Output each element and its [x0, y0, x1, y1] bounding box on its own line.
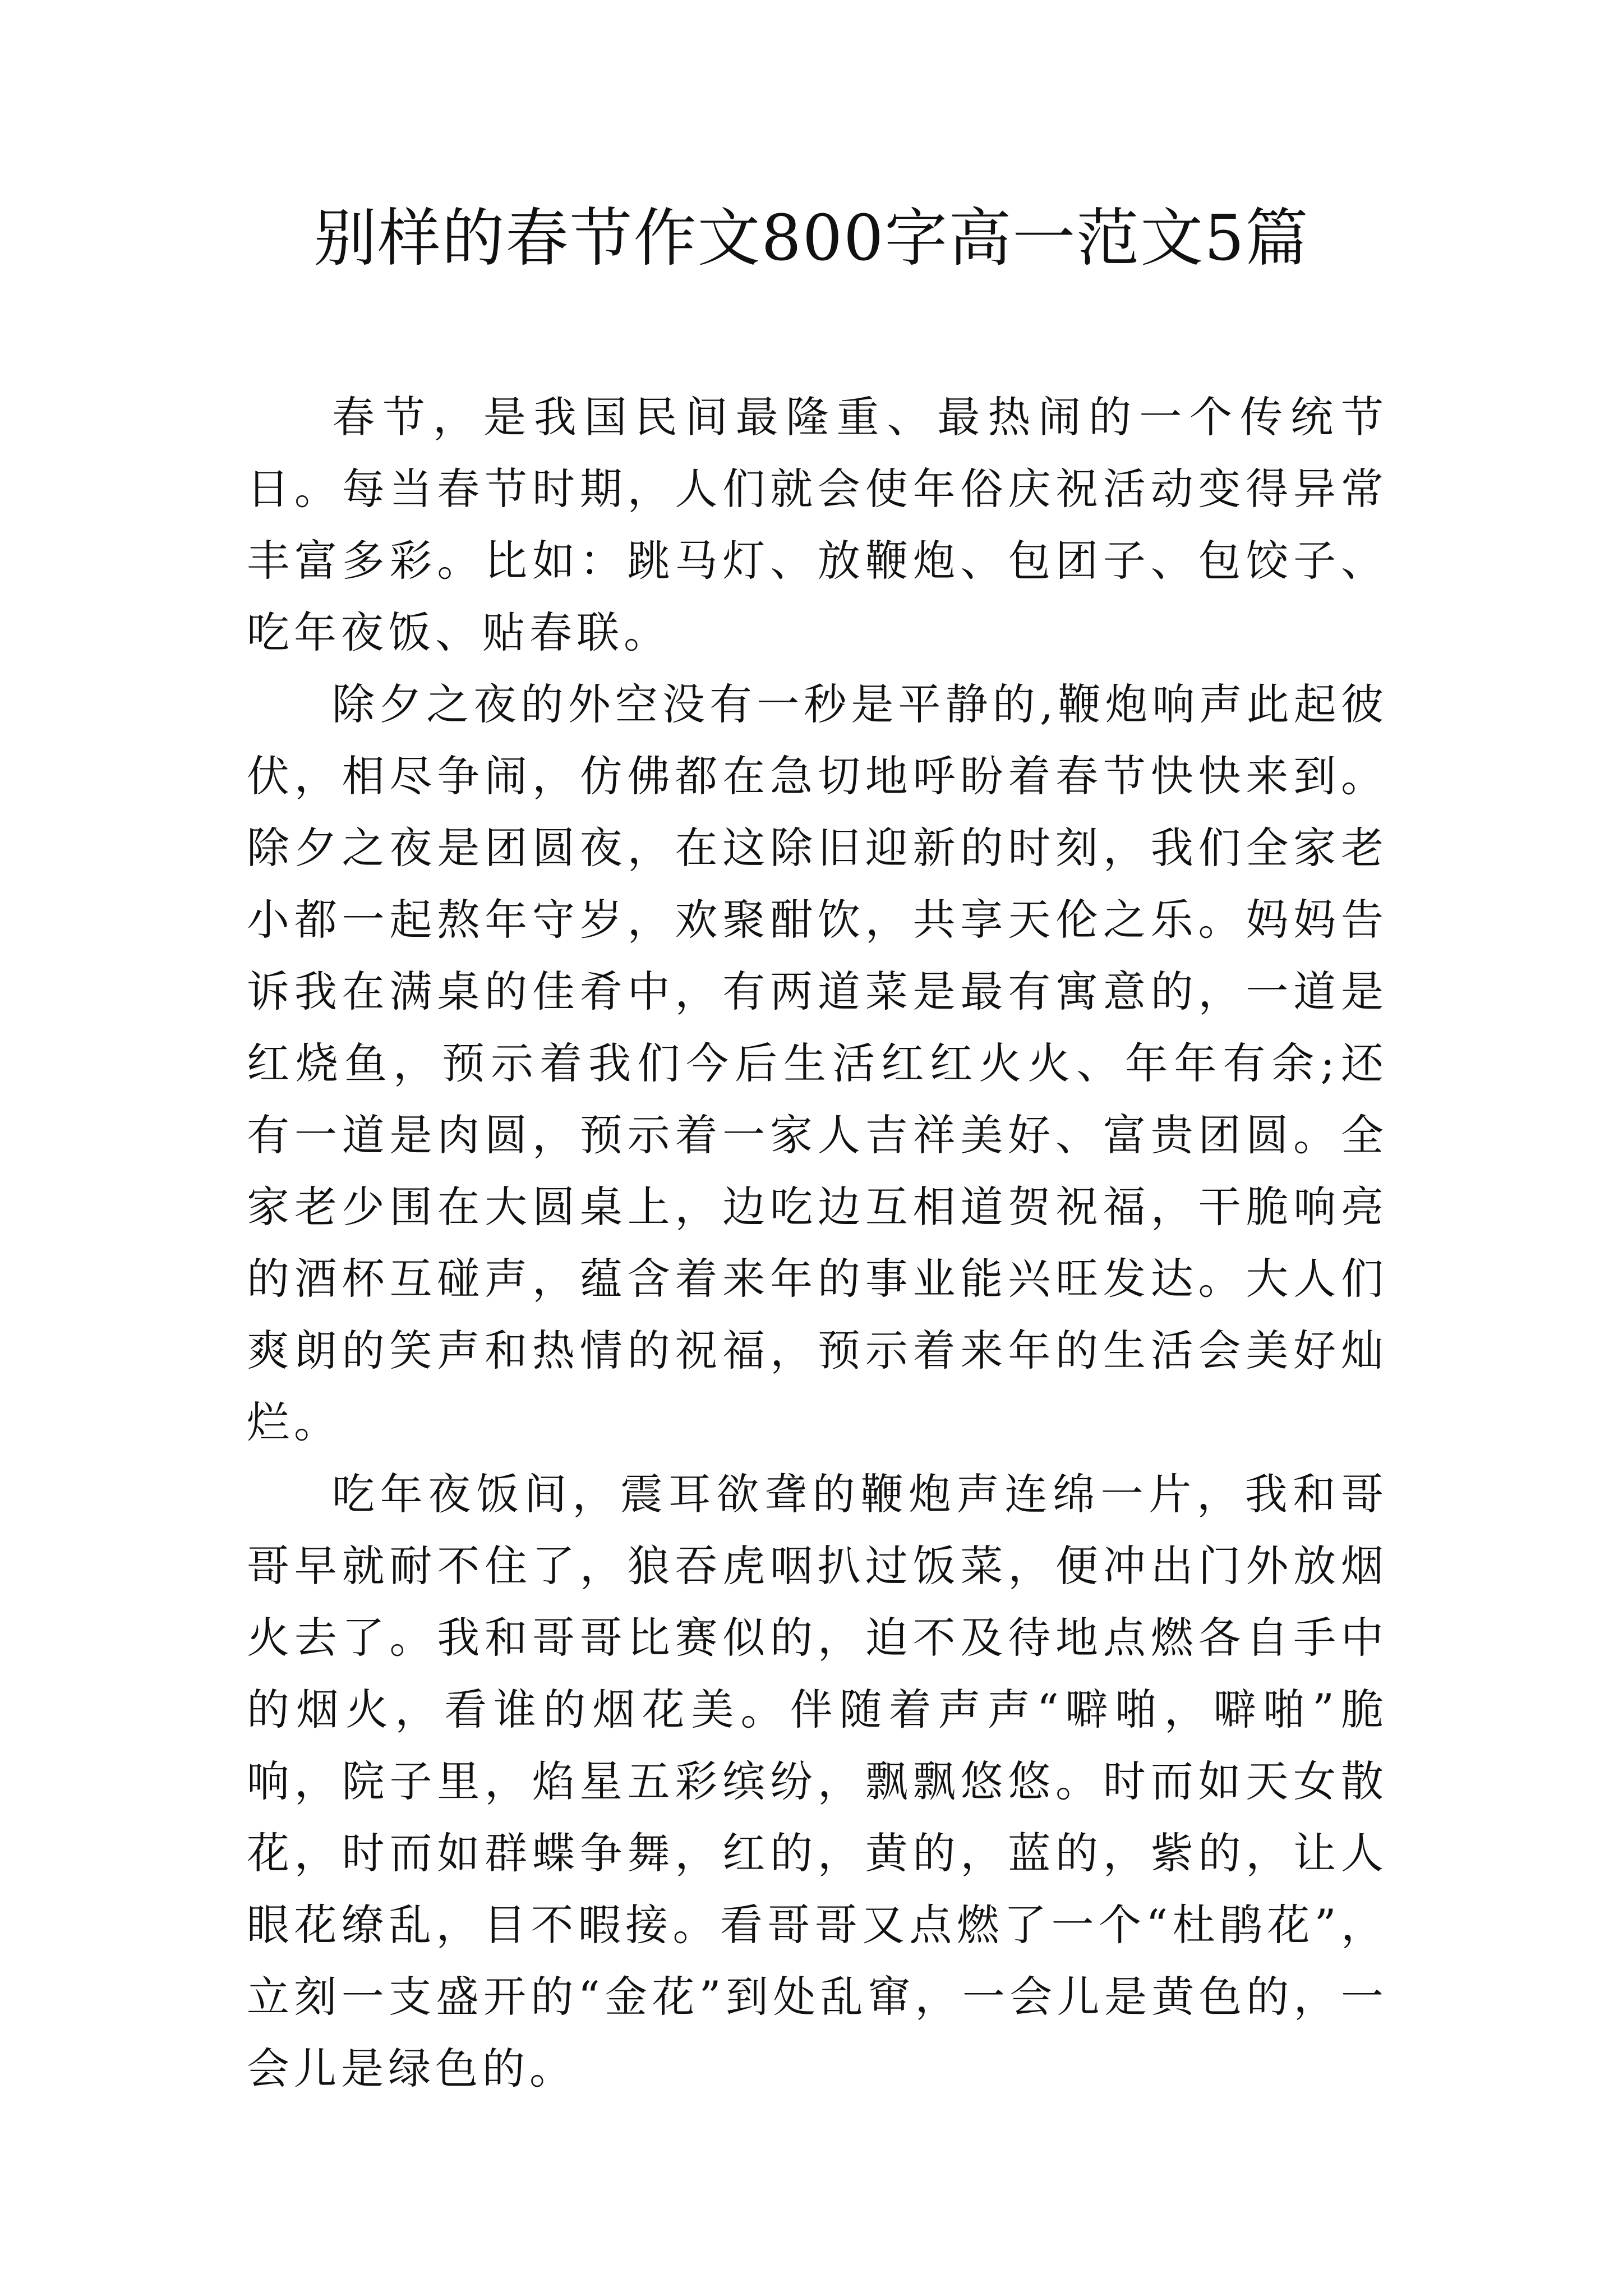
paragraph-1: 春节，是我国民间最隆重、最热闹的一个传统节日。每当春节时期，人们就会使年俗庆祝活动变得异常丰富多彩。比如：跳马灯、放鞭炮、包团子、包饺子、吃年夜饭、贴春联。	[247, 392, 1388, 657]
document-body	[247, 381, 1388, 2105]
paragraph-2: 除夕之夜的外空没有一秒是平静的,鞭炮响声此起彼伏，相尽争闹，仿佛都在急切地呼盼着春节快快来到。除夕之夜是团圆夜，在这除旧迎新的时刻，我们全家老小都一起熬年守岁，欢聚酣饮，共享天伦之乐。妈妈告诉我在满桌的佳肴中，有两道菜是最有寓意的，一道是红烧鱼，预示着我们今后生活红红火火、年年有余;还有一道是肉圆，预示着一家人吉祥美好、富贵团圆。全家老少围在大圆桌上，边吃边互相道贺祝福，干脆响亮的酒杯互碰声，蕴含着来年的事业能兴旺发达。大人们爽朗的笑声和热情的祝福，预示着来年的生活会美好灿烂。	[247, 679, 1388, 1447]
paragraph-3: 吃年夜饭间，震耳欲聋的鞭炮声连绵一片，我和哥哥早就耐不住了，狼吞虎咽扒过饭菜，便冲出门外放烟火去了。我和哥哥比赛似的，迫不及待地点燃各自手中的烟火，看谁的烟花美。伴随着声声“噼啪，噼啪”脆响，院子里，焰星五彩缤纷，飘飘悠悠。时而如天女散花，时而如群蝶争舞，红的，黄的，蓝的，紫的，让人眼花缭乱，目不暇接。看哥哥又点燃了一个“杜鹃花”，立刻一支盛开的“金花”到处乱窜，一会儿是黄色的，一会儿是绿色的。	[247, 1469, 1388, 2093]
document-title: 别样的春节作文800字高一范文5篇	[313, 202, 1310, 275]
